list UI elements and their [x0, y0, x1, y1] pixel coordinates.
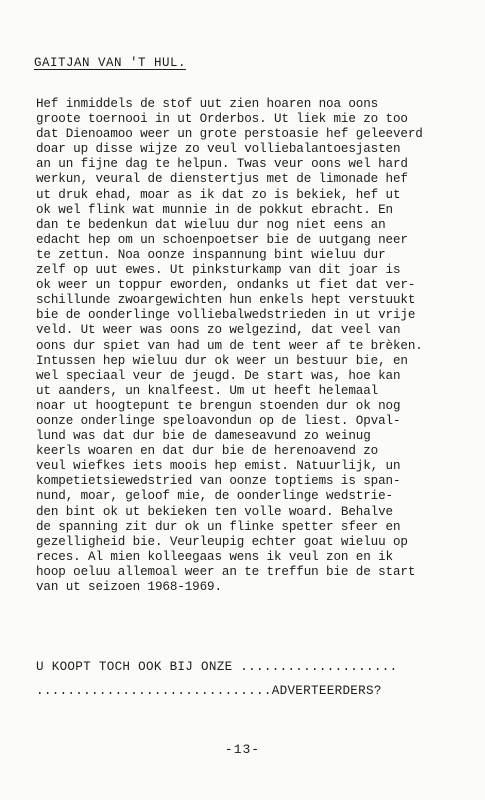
body-text-line: ok weer un toppur eworden, ondanks ut fiet dat ver- [36, 278, 416, 293]
closing-text-line: ..............................ADVERTEERDERS? [36, 684, 382, 698]
closing-text-line: U KOOPT TOCH OOK BIJ ONZE .................... [36, 660, 398, 674]
body-text-line: de spanning zit dur ok un flinke spetter sfeer en [36, 519, 401, 534]
body-text-line: ut aanders, un knalfeest. Um ut heeft helemaal [36, 383, 379, 398]
page-number: -13- [224, 742, 261, 757]
body-text-line: ok wel flink wat munnie in de pokkut ebracht. En [36, 202, 393, 217]
body-text-line: oons dur spiet van had um de tent weer af te brèken. [36, 338, 423, 353]
article-body [36, 97, 423, 595]
body-text-line: doar up disse wijze zo veul volliebalantoesjasten [36, 142, 401, 157]
body-text-line: den bint ok ut bekieken ten volle woard. Behalve [36, 504, 393, 519]
body-text-line: veul wiefkes iets moois hep emist. Natuurlijk, un [36, 459, 401, 474]
body-text-line: nund, moar, geloof mie, de oonderlinge wedstrie- [36, 489, 393, 504]
body-text-line: van ut seizoen 1968-1969. [36, 580, 222, 594]
article-title: GAITJAN VAN 'T HUL. [34, 56, 187, 70]
body-text-line: schillunde zwoargewichten hun enkels hept verstuukt [36, 293, 416, 308]
body-text-line: gezelligheid bie. Veurleupig echter goat wieluu op [36, 534, 408, 549]
body-text-line: groote toernooi in ut Orderbos. Ut liek mie zo too [36, 112, 408, 127]
body-text-line: Hef inmiddels de stof uut zien hoaren noa oons [36, 97, 379, 111]
body-text-line: noar ut hoogtepunt te brengun stoenden dur ok nog [36, 398, 401, 413]
body-text-line: bie de oonderlinge volliebalwedstrieden in ut vrije [36, 308, 416, 323]
body-text-line: oonze onderlinge speloavondun op de liest. Opval- [36, 413, 401, 428]
body-text-line: te zettun. Noa oonze inspannung bint wieluu dur [36, 247, 386, 262]
body-text-line: dan te bedenkun dat wieluu dur nog niet eens an [36, 217, 386, 232]
body-text-line: hoop oeluu allemoal weer an te treffun bie de start [36, 564, 416, 579]
body-text-line: ut druk ehad, moar as ik dat zo is bekiek, hef ut [36, 187, 401, 202]
body-text-line: kompetietsiewedstried van oonze toptiems is span- [36, 474, 401, 489]
body-text-line: wel speciaal veur de jeugd. De start was, hoe kan [36, 368, 401, 383]
body-text-line: keerls woaren en dat dur bie de herenoavend zo [36, 444, 379, 459]
body-text-line: edacht hep om un schoenpoetser bie de uutgang neer [36, 232, 408, 247]
body-text-line: Intussen hep wieluu dur ok weer un bestuur bie, en [36, 353, 408, 368]
body-text-line: veld. Ut weer was oons zo welgezind, dat veel van [36, 323, 401, 338]
body-text-line: lund was dat dur bie de dameseavund zo weinug [36, 429, 371, 444]
advertiser-note [36, 655, 397, 703]
body-text-line: werkun, veural de dienstertjus met de limonade hef [36, 172, 408, 187]
body-text-line: dat Dienoamoo weer un grote perstoasie hef geleeverd [36, 127, 423, 142]
body-text-line: zelf op uut ewes. Ut pinksturkamp van dit joar is [36, 263, 401, 278]
body-text-line: an un fijne dag te helpun. Twas veur oons wel hard [36, 157, 408, 172]
body-text-line: reces. Al mien kolleegaas wens ik veul zon en ik [36, 549, 393, 564]
